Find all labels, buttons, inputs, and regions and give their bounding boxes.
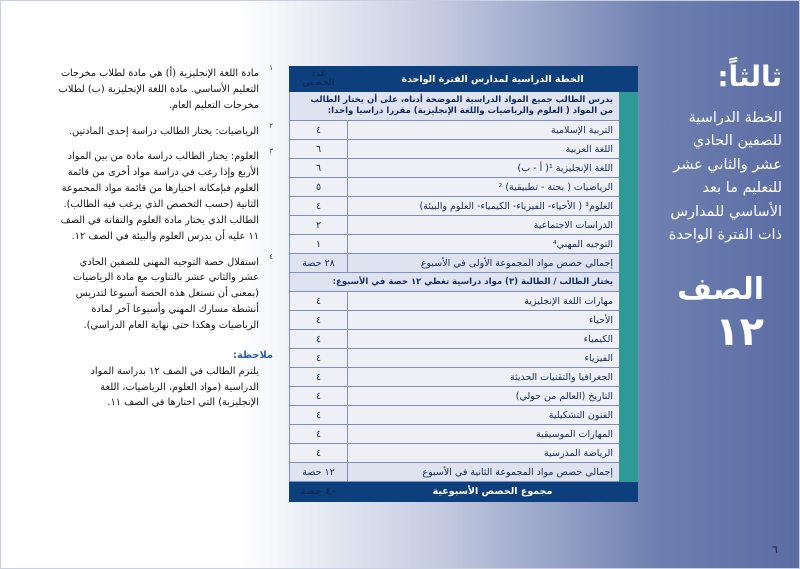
footnote-number: ٢: [269, 121, 273, 130]
footnote-text: استقلال حصة التوجيه المهني للصفين الحادي عشر والثاني عشر بالتناوب مع مادة الرياضيات (بمعنى أن تستغل هذه الحصة أسبوعا لتدريس أنشطة مسارك المهني وأسبوعا آخر لمادة الرياضيات وهكذا حتى نهاية العام الدراسي).: [73, 256, 259, 332]
footnote-text: الرياضيات: يختار الطالب دراسة إحدى المادتين.: [68, 125, 259, 137]
subject-name: اللغة الإنجليزية ¹( أ - ب): [348, 159, 620, 178]
table-row: [290, 121, 638, 140]
footnotes: [58, 66, 273, 411]
grand-total-row: [290, 482, 638, 502]
period-count: ٤: [290, 311, 348, 330]
subject-name: العلوم³ ( الأحياء- الفيزياء- الكيمياء- العلوم والبيئة): [348, 197, 620, 216]
footnote-text: مادة اللغة الإنجليزية (أ) هي مادة لطلاب مخرجات التعليم الأساسي. مادة اللغة الإنجليزية (ب) لطلاب مخرجات التعليم العام.: [58, 68, 259, 111]
footnote-text: العلوم: يختار الطالب دراسة مادة من بين المواد الأربع وإذا رغب في دراسة مواد أخرى من قائمة العلوم فبإمكانه اختيارها من قائمة مواد المجموعة الثانية (حسب التخصص الذي يرغب فيه الطالب). الطالب الذي يختار مادة العلوم والتقانة في الصف ١١ عليه أن يدرس العلوم والبيئة في الصف ١٢.: [60, 151, 259, 242]
group2-total-row: [290, 463, 638, 482]
subject-name: الكيمياء: [348, 330, 620, 349]
table-header-count: عدد الحصص: [290, 67, 348, 92]
table-row: [290, 425, 638, 444]
subject-name: التوجيه المهني⁴: [348, 235, 620, 254]
footnote-number: ٣: [269, 147, 273, 156]
subject-name: الجغرافيا والتقنيات الحديثة: [348, 368, 620, 387]
table-row: [290, 197, 638, 216]
subject-name: التاريخ (العالم من حولي): [348, 387, 620, 406]
table-row: [290, 444, 638, 463]
grand-total-count: ٤٠ حصة: [290, 482, 348, 502]
table-row: [290, 178, 638, 197]
group1-total-row: [290, 254, 638, 273]
group1-total-label: إجمالي حصص مواد المجموعة الأولى في الأسبوع: [348, 254, 620, 273]
section-title: الخطة الدراسية للصفين الحادي عشر والثاني عشر للتعليم ما بعد الأساسي للمدارس ذات الفترة الواحدة: [668, 109, 782, 244]
subject-name: الفنون التشكيلية: [348, 406, 620, 425]
table-row: [290, 406, 638, 425]
footnote-number: ١: [269, 64, 273, 72]
period-count: ٤: [290, 349, 348, 368]
period-count: ٦: [290, 140, 348, 159]
subject-name: الرياضيات ( بحتة - تطبيقية) ²: [348, 178, 620, 197]
table-row: [290, 368, 638, 387]
period-count: ٤: [290, 387, 348, 406]
footnote-2: [58, 121, 273, 140]
table-row: [290, 292, 638, 311]
group2-intro-row: [290, 273, 638, 292]
table-row: [290, 311, 638, 330]
remark-title: ملاحظة:: [233, 349, 273, 361]
period-count: ٤: [290, 197, 348, 216]
study-plan-table: [289, 66, 638, 502]
footnote-1: [58, 66, 273, 114]
subject-name: الفيزياء: [348, 349, 620, 368]
period-count: ٤: [290, 406, 348, 425]
period-count: ٤: [290, 330, 348, 349]
subject-name: مهارات اللغة الإنجليزية: [348, 292, 620, 311]
period-count: ٤: [290, 425, 348, 444]
table-header-title: الخطة الدراسية لمدارس الفترة الواحدة: [348, 67, 638, 92]
table-row: [290, 159, 638, 178]
subject-name: التربية الإسلامية: [348, 121, 620, 140]
subject-name: اللغة العربية: [348, 140, 620, 159]
period-count: ٤: [290, 121, 348, 140]
subject-name: المهارات الموسيقية: [348, 425, 620, 444]
table-row: [290, 216, 638, 235]
footnote-4: [58, 252, 273, 334]
footnote-3: [58, 149, 273, 244]
table-row: [290, 235, 638, 254]
grade-label: الصف: [677, 271, 764, 307]
group2-intro: يختار الطالب / الطالبة (٣) مواد دراسية تغطي ١٢ حصة في الأسبوع:: [290, 273, 620, 292]
table-row: [290, 387, 638, 406]
section-number: ثالثاً:: [717, 60, 782, 93]
group1-label: [620, 92, 638, 273]
group2-total-label: إجمالي حصص مواد المجموعة الثانية في الأسبوع: [348, 463, 620, 482]
footnote-number: ٤: [269, 252, 273, 261]
period-count: ٢: [290, 216, 348, 235]
group2-total-count: ١٢ حصة: [290, 463, 348, 482]
group1-intro: يدرس الطالب جميع المواد الدراسية الموضحة أدناه، على أن يختار الطالب من المواد ( العلوم والرياضيات واللغة الإنجليزية) مقررا دراسيا واحدا:: [290, 92, 620, 121]
subject-name: الدراسات الاجتماعية: [348, 216, 620, 235]
group2-label: [620, 273, 638, 482]
table-row: [290, 349, 638, 368]
period-count: ٤: [290, 292, 348, 311]
period-count: ١: [290, 235, 348, 254]
remark-text: يلتزم الطالب في الصف ١٢ بدراسة المواد الدراسية (مواد العلوم، الرياضيات، اللغة الإنجليزية) التي اختارها في الصف ١١.: [90, 365, 259, 409]
heading-panel: [667, 62, 782, 355]
period-count: ٦: [290, 159, 348, 178]
group1-total-count: ٢٨ حصة: [290, 254, 348, 273]
period-count: ٥: [290, 178, 348, 197]
period-count: ٤: [290, 368, 348, 387]
subject-name: الأحياء: [348, 311, 620, 330]
table-row: [290, 140, 638, 159]
period-count: ٤: [290, 444, 348, 463]
grade-number: ١٢: [715, 308, 764, 355]
group1-intro-row: [290, 92, 638, 121]
table-row: [290, 330, 638, 349]
remark-block: [58, 348, 273, 411]
table-header-row: [290, 67, 638, 92]
subject-name: الرياضة المدرسية: [348, 444, 620, 463]
grand-total-label: مجموع الحصص الأسبوعية: [348, 482, 638, 502]
page-number: ٦: [772, 543, 778, 556]
